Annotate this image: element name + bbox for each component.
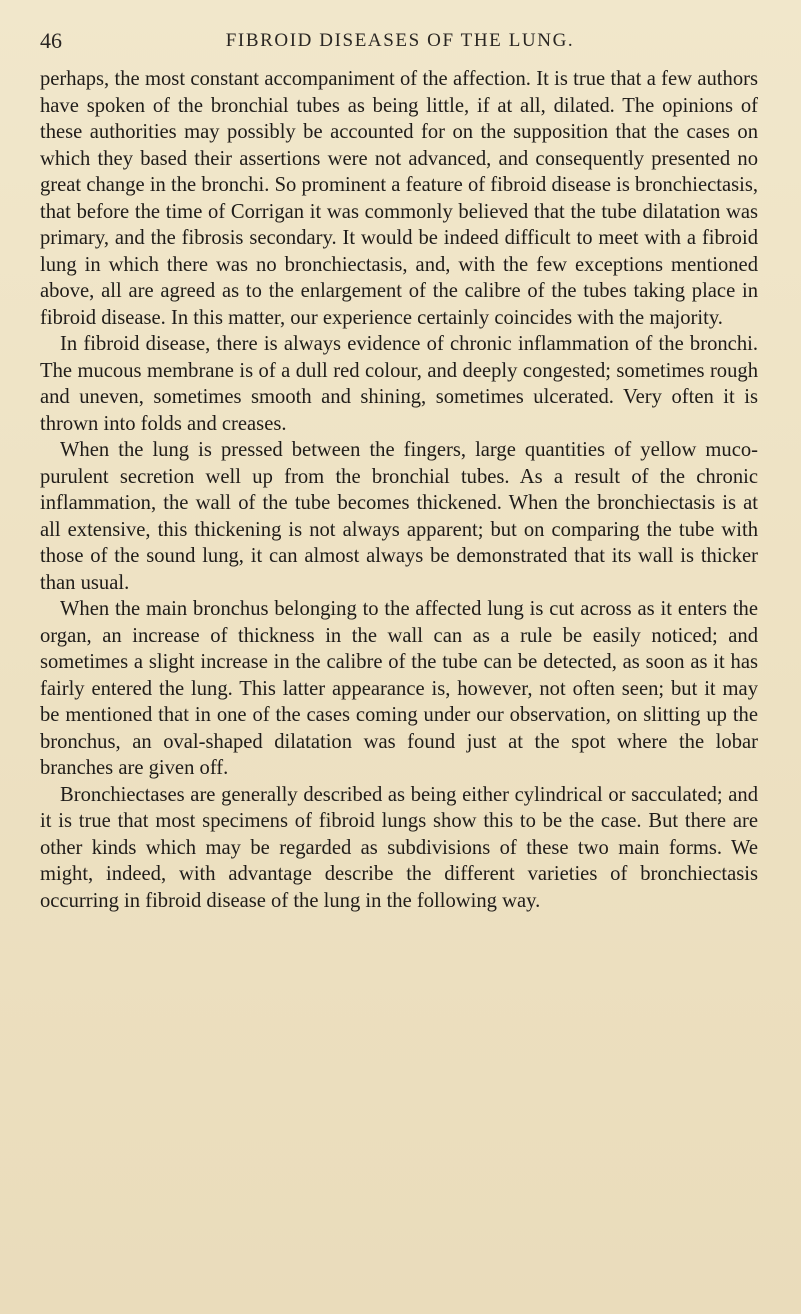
paragraph-tube-thickening: When the lung is pressed between the fingers, large quantities of yellow muco-purulent secretion well up from the bronchial tubes. As a result of the chronic inflammation, the wall of the tube becomes thickened. When the bronchiectasis is at all extensive, this thickening is not always apparent; but on comparing the tube with those of the sound lung, it can almost always be demonstrated that its wall is thicker than usual. — [40, 439, 758, 594]
body-text — [40, 66, 758, 914]
paragraph-bronchiectasis-forms: Bronchiectases are generally described as being either cylindrical or sacculated; and it is true that most specimens of fibroid lungs show this to be the case. But there are other kinds which may be regarded as subdivisions of these two main forms. We might, indeed, with advantage describe the different varieties of bronchiectasis occurring in fibroid disease of the lung in the following way. — [40, 783, 758, 912]
page-number: 46 — [40, 28, 62, 53]
page-header — [40, 26, 760, 56]
paragraph-chronic-inflammation: In fibroid disease, there is always evidence of chronic inflammation of the bronchi. The mucous membrane is of a dull red colour, and deeply congested; sometimes rough and uneven, sometimes smooth and shining, sometimes ulcerated. Very often it is thrown into folds and creases. — [40, 333, 758, 435]
paragraph-main-bronchus: When the main bronchus belonging to the affected lung is cut across as it enters the organ, an increase of thickness in the wall can as a rule be easily noticed; and sometimes a slight increase in the calibre of the tube can be detected, as soon as it has fairly entered the lung. This latter appearance is, however, not often seen; but it may be mentioned that in one of the cases coming under our observation, on slitting up the bronchus, an oval-shaped dilatation was found just at the spot where the lobar branches are given off. — [40, 598, 758, 779]
paragraph-continued: perhaps, the most constant accompaniment of the affection. It is true that a few authors have spoken of the bronchial tubes as being little, if at all, dilated. The opinions of these authorities may possibly be accounted for on the supposition that the cases on which they based their assertions were not advanced, and consequently presented no great change in the bronchi. So prominent a feature of fibroid disease is bronchiectasis, that before the time of Corrigan it was commonly believed that the tube dilatation was primary, and the fibrosis secondary. It would be indeed difficult to meet with a fibroid lung in which there was no bronchiectasis, and, with the few exceptions mentioned above, all are agreed as to the enlargement of the calibre of the tubes taking place in fibroid disease. In this matter, our experience certainly coincides with the majority. — [40, 68, 758, 329]
running-head: FIBROID DISEASES OF THE LUNG. — [225, 30, 575, 51]
